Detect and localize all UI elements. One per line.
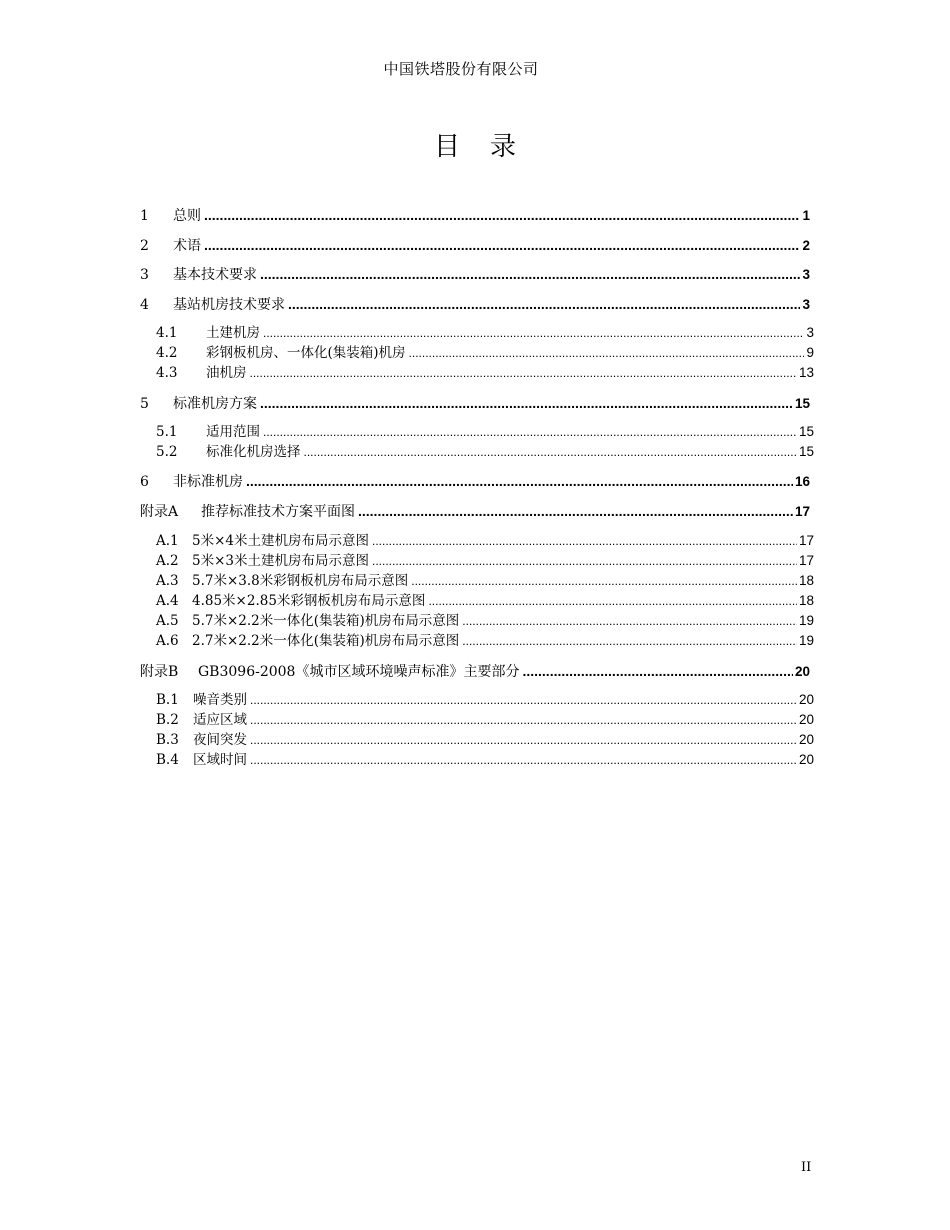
- toc-entry-title: 适用范围: [206, 424, 260, 440]
- toc-dot-leader: [288, 294, 800, 314]
- toc-entry-title: 非标准机房: [173, 474, 243, 490]
- toc-entry-title: 区域时间: [193, 752, 247, 768]
- toc-dot-leader: [304, 442, 797, 462]
- toc-entry-title: 适应区域: [193, 712, 247, 728]
- toc-entry-number: A.6: [156, 633, 179, 649]
- toc-dot-leader: [411, 571, 797, 591]
- toc-dot-leader: [428, 591, 797, 611]
- toc-entry-number: A.2: [156, 553, 179, 569]
- toc-entry-page: 20: [798, 752, 814, 767]
- page-title: 目录: [433, 132, 546, 162]
- toc-entry-page: 20: [794, 664, 810, 679]
- toc-entry-page: 18: [798, 573, 814, 588]
- toc-entry-number: A.3: [156, 573, 179, 589]
- toc-dot-leader: [204, 205, 800, 225]
- toc-dot-leader: [358, 501, 793, 521]
- toc-entry-number: 4.1: [156, 325, 178, 341]
- toc-entry-number: 5.2: [156, 444, 178, 460]
- toc-entry-page: 13: [798, 365, 814, 380]
- page-number: II: [801, 1160, 812, 1175]
- toc-entry[interactable]: [156, 343, 814, 363]
- toc-entry[interactable]: [156, 531, 814, 551]
- toc-entry-title: 标准化机房选择: [206, 444, 301, 460]
- toc-entry[interactable]: [156, 323, 814, 343]
- toc-entry[interactable]: [156, 591, 814, 611]
- toc-entry-page: 15: [798, 444, 814, 459]
- toc-entry[interactable]: [140, 471, 810, 491]
- toc-entry-number: 附录B: [140, 664, 179, 680]
- toc-dot-leader: [250, 690, 797, 710]
- page-header: 中国铁塔股份有限公司: [383, 60, 539, 78]
- toc-dot-leader: [462, 631, 797, 651]
- toc-entry-number: 4.2: [156, 345, 178, 361]
- toc-entry[interactable]: [140, 205, 810, 225]
- toc-entry-title: 基本技术要求: [173, 267, 257, 283]
- toc-entry-title: 基站机房技术要求: [173, 297, 285, 313]
- toc-entry-title: 5米×4米土建机房布局示意图: [192, 533, 369, 549]
- toc-dot-leader: [462, 611, 797, 631]
- toc-entry-title: 总则: [173, 208, 201, 224]
- toc-entry-title: GB3096-2008《城市区域环境噪声标准》主要部分: [198, 664, 520, 680]
- toc-entry-page: 3: [802, 267, 810, 282]
- toc-entry[interactable]: [156, 422, 814, 442]
- toc-entry-page: 18: [798, 593, 814, 608]
- toc-dot-leader: [263, 323, 804, 343]
- toc-entry[interactable]: [156, 750, 814, 770]
- toc-entry-title: 油机房: [206, 365, 247, 381]
- toc-entry[interactable]: [156, 611, 814, 631]
- toc-dot-leader: [260, 264, 800, 284]
- toc-entry[interactable]: [140, 235, 810, 255]
- toc-entry-title: 5.7米×3.8米彩钢板机房布局示意图: [192, 573, 409, 589]
- toc-entry-title: 噪音类别: [193, 692, 247, 708]
- toc-entry-page: 16: [794, 474, 810, 489]
- toc-entry-number: B.3: [156, 732, 179, 748]
- toc-entry-number: A.5: [156, 613, 179, 629]
- toc-dot-leader: [372, 531, 797, 551]
- toc-dot-leader: [246, 471, 793, 491]
- toc-entry-page: 17: [794, 504, 810, 519]
- toc-entry[interactable]: [156, 442, 814, 462]
- toc-entry-title: 推荐标准技术方案平面图: [201, 504, 355, 520]
- toc-entry[interactable]: [140, 393, 810, 413]
- toc-entry-page: 9: [806, 345, 814, 360]
- toc-entry-page: 19: [798, 633, 814, 648]
- toc-entry-title: 土建机房: [206, 325, 260, 341]
- toc-entry-number: B.1: [156, 692, 179, 708]
- toc-entry-page: 20: [798, 732, 814, 747]
- toc-entry-title: 2.7米×2.2米一体化(集装箱)机房布局示意图: [192, 633, 460, 649]
- toc-entry[interactable]: [156, 690, 814, 710]
- toc-entry-number: 2: [140, 238, 149, 254]
- toc-dot-leader: [204, 235, 800, 255]
- toc-entry-page: 20: [798, 712, 814, 727]
- toc-entry-title: 彩钢板机房、一体化(集装箱)机房: [206, 345, 406, 361]
- toc-entry-number: 4: [140, 297, 149, 313]
- toc-entry-title: 夜间突发: [193, 732, 247, 748]
- toc-entry-number: A.1: [156, 533, 179, 549]
- toc-entry[interactable]: [156, 710, 814, 730]
- toc-entry-number: 6: [140, 474, 149, 490]
- toc-dot-leader: [522, 661, 793, 681]
- toc-entry-number: B.4: [156, 752, 179, 768]
- toc-entry[interactable]: [156, 551, 814, 571]
- toc-entry[interactable]: [140, 661, 810, 681]
- toc-entry-title: 标准机房方案: [173, 396, 257, 412]
- toc-entry-title: 4.85米×2.85米彩钢板机房布局示意图: [192, 593, 426, 609]
- toc-entry-number: 4.3: [156, 365, 178, 381]
- toc-dot-leader: [250, 363, 797, 383]
- toc-entry[interactable]: [156, 730, 814, 750]
- toc-entry-page: 2: [802, 238, 810, 253]
- toc-entry[interactable]: [156, 571, 814, 591]
- toc-entry-number: B.2: [156, 712, 179, 728]
- toc-entry-title: 5.7米×2.2米一体化(集装箱)机房布局示意图: [192, 613, 460, 629]
- toc-entry-page: 17: [798, 533, 814, 548]
- toc-entry-page: 15: [794, 396, 810, 411]
- toc-entry[interactable]: [140, 264, 810, 284]
- toc-entry[interactable]: [156, 363, 814, 383]
- toc-entry-page: 1: [802, 208, 810, 223]
- toc-dot-leader: [250, 730, 797, 750]
- toc-dot-leader: [372, 551, 797, 571]
- toc-entry-page: 3: [806, 325, 814, 340]
- toc-entry[interactable]: [140, 501, 810, 521]
- toc-dot-leader: [250, 710, 797, 730]
- toc-entry[interactable]: [140, 294, 810, 314]
- toc-dot-leader: [260, 393, 793, 413]
- toc-entry-page: 19: [798, 613, 814, 628]
- toc-entry-number: 5: [140, 396, 149, 412]
- toc-dot-leader: [409, 343, 805, 363]
- toc-entry-page: 15: [798, 424, 814, 439]
- toc-entry-number: 5.1: [156, 424, 178, 440]
- toc-entry-number: 附录A: [140, 504, 179, 520]
- toc-entry-number: 1: [140, 208, 149, 224]
- toc-dot-leader: [250, 750, 797, 770]
- toc-entry[interactable]: [156, 631, 814, 651]
- toc-entry-page: 17: [798, 553, 814, 568]
- toc-entry-number: 3: [140, 267, 149, 283]
- toc-entry-number: A.4: [156, 593, 179, 609]
- toc-entry-page: 20: [798, 692, 814, 707]
- toc-dot-leader: [263, 422, 797, 442]
- toc-entry-page: 3: [802, 297, 810, 312]
- toc-entry-title: 5米×3米土建机房布局示意图: [192, 553, 369, 569]
- toc-entry-title: 术语: [173, 238, 201, 254]
